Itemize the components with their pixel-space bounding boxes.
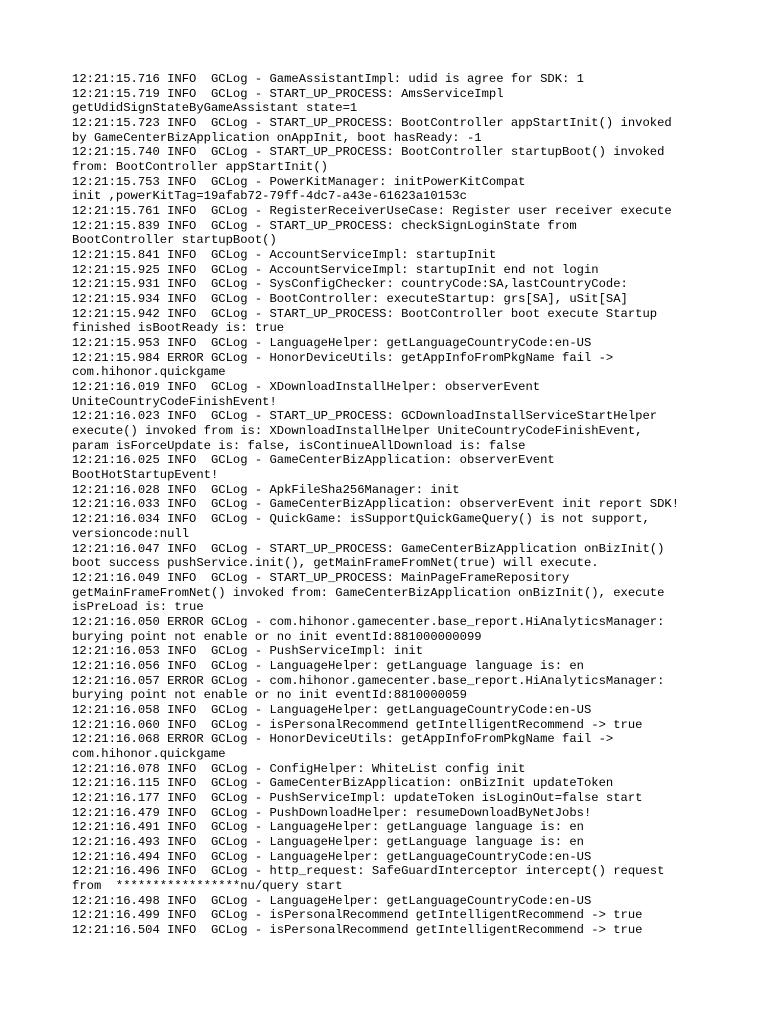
log-line: 12:21:16.479 INFO GCLog - PushDownloadHelper: resumeDownloadByNetJobs! [72, 805, 592, 820]
log-line: getUdidSignStateByGameAssistant state=1 [72, 101, 358, 116]
log-line: 12:21:15.841 INFO GCLog - AccountServiceImpl: startupInit [72, 248, 497, 263]
log-line: 12:21:15.984 ERROR GCLog - HonorDeviceUtils: getAppInfoFromPkgName fail -> [72, 350, 614, 365]
log-line: com.hihonor.quickgame [72, 746, 226, 761]
log-line: 12:21:15.716 INFO GCLog - GameAssistantImpl: udid is agree for SDK: 1 [72, 72, 584, 86]
log-line: 12:21:16.057 ERROR GCLog - com.hihonor.gamecenter.base_report.HiAnalyticsManager: [72, 673, 665, 688]
log-line: 12:21:16.028 INFO GCLog - ApkFileSha256Manager: init [72, 482, 460, 497]
log-line: by GameCenterBizApplication onAppInit, boot hasReady: -1 [72, 130, 482, 145]
log-line: 12:21:16.504 INFO GCLog - isPersonalRecommend getIntelligentRecommend -> true [72, 922, 643, 937]
log-line: 12:21:16.068 ERROR GCLog - HonorDeviceUtils: getAppInfoFromPkgName fail -> [72, 732, 614, 747]
log-line: 12:21:16.491 INFO GCLog - LanguageHelper: getLanguage language is: en [72, 820, 584, 835]
log-line: 12:21:16.025 INFO GCLog - GameCenterBizApplication: observerEvent [72, 453, 555, 468]
log-line: param isForceUpdate is: false, isContinueAllDownload is: false [72, 438, 526, 453]
log-line: 12:21:16.034 INFO GCLog - QuickGame: isSupportQuickGameQuery() is not support, [72, 512, 650, 527]
log-line: 12:21:15.723 INFO GCLog - START_UP_PROCESS: BootController appStartInit() invoked [72, 116, 672, 131]
log-line: 12:21:16.023 INFO GCLog - START_UP_PROCESS: GCDownloadInstallServiceStartHelper [72, 409, 658, 424]
log-line: 12:21:15.740 INFO GCLog - START_UP_PROCESS: BootController startupBoot() invoked [72, 145, 665, 160]
log-line: 12:21:16.078 INFO GCLog - ConfigHelper: WhiteList config init [72, 761, 526, 776]
log-line: 12:21:15.931 INFO GCLog - SysConfigChecker: countryCode:SA,lastCountryCode: [72, 277, 628, 292]
log-line: 12:21:15.839 INFO GCLog - START_UP_PROCESS: checkSignLoginState from [72, 218, 577, 233]
log-line: 12:21:15.942 INFO GCLog - START_UP_PROCESS: BootController boot execute Startup [72, 306, 658, 321]
log-line: boot success pushService.init(), getMainFrameFromNet(true) will execute. [72, 556, 599, 571]
log-line: 12:21:16.498 INFO GCLog - LanguageHelper: getLanguageCountryCode:en-US [72, 893, 592, 908]
log-text-block [72, 72, 712, 938]
log-line: 12:21:15.934 INFO GCLog - BootController: executeStartup: grs[SA], uSit[SA] [72, 292, 628, 307]
log-line: from *****************nu/query start [72, 878, 343, 893]
log-line: 12:21:16.049 INFO GCLog - START_UP_PROCESS: MainPageFrameRepository [72, 570, 570, 585]
log-line: from: BootController appStartInit() [72, 160, 328, 175]
log-line: 12:21:16.493 INFO GCLog - LanguageHelper: getLanguage language is: en [72, 834, 584, 849]
log-line: 12:21:16.499 INFO GCLog - isPersonalRecommend getIntelligentRecommend -> true [72, 908, 643, 923]
log-line: 12:21:16.033 INFO GCLog - GameCenterBizApplication: observerEvent init report SDK! [72, 497, 680, 512]
log-line: 12:21:16.050 ERROR GCLog - com.hihonor.gamecenter.base_report.HiAnalyticsManager: [72, 614, 665, 629]
log-line: 12:21:16.060 INFO GCLog - isPersonalRecommend getIntelligentRecommend -> true [72, 717, 643, 732]
log-line: 12:21:16.115 INFO GCLog - GameCenterBizApplication: onBizInit updateToken [72, 776, 614, 791]
log-line: finished isBootReady is: true [72, 321, 285, 336]
log-line: 12:21:16.177 INFO GCLog - PushServiceImpl: updateToken isLoginOut=false start [72, 790, 643, 805]
log-line: versioncode:null [72, 526, 190, 541]
log-line: 12:21:16.496 INFO GCLog - http_request: SafeGuardInterceptor intercept() request [72, 864, 665, 879]
log-line: 12:21:15.953 INFO GCLog - LanguageHelper: getLanguageCountryCode:en-US [72, 336, 592, 351]
log-line: 12:21:16.056 INFO GCLog - LanguageHelper: getLanguage language is: en [72, 658, 584, 673]
log-line: burying point not enable or no init eventId:8810000059 [72, 688, 467, 703]
log-line: 12:21:16.053 INFO GCLog - PushServiceImpl: init [72, 644, 424, 659]
log-line: 12:21:15.719 INFO GCLog - START_UP_PROCESS: AmsServiceImpl [72, 86, 504, 101]
log-line: 12:21:15.753 INFO GCLog - PowerKitManager: initPowerKitCompat [72, 174, 526, 189]
log-line: 12:21:16.047 INFO GCLog - START_UP_PROCESS: GameCenterBizApplication onBizInit() [72, 541, 665, 556]
log-line: burying point not enable or no init eventId:881000000099 [72, 629, 482, 644]
log-line: 12:21:16.494 INFO GCLog - LanguageHelper: getLanguageCountryCode:en-US [72, 849, 592, 864]
log-line: UniteCountryCodeFinishEvent! [72, 394, 277, 409]
log-line: 12:21:16.019 INFO GCLog - XDownloadInstallHelper: observerEvent [72, 380, 541, 395]
log-line: init ,powerKitTag=19afab72-79ff-4dc7-a43e-61623a10153c [72, 189, 467, 204]
log-line: BootHotStartupEvent! [72, 468, 219, 483]
log-line: 12:21:16.058 INFO GCLog - LanguageHelper: getLanguageCountryCode:en-US [72, 702, 592, 717]
log-line: 12:21:15.925 INFO GCLog - AccountServiceImpl: startupInit end not login [72, 262, 599, 277]
log-line: isPreLoad is: true [72, 600, 204, 615]
log-line: 12:21:15.761 INFO GCLog - RegisterReceiverUseCase: Register user receiver execute [72, 204, 672, 219]
log-line: BootController startupBoot() [72, 233, 277, 248]
log-line: com.hihonor.quickgame [72, 365, 226, 380]
log-line: getMainFrameFromNet() invoked from: GameCenterBizApplication onBizInit(), execute [72, 585, 665, 600]
log-line: execute() invoked from is: XDownloadInstallHelper UniteCountryCodeFinishEvent, [72, 424, 643, 439]
